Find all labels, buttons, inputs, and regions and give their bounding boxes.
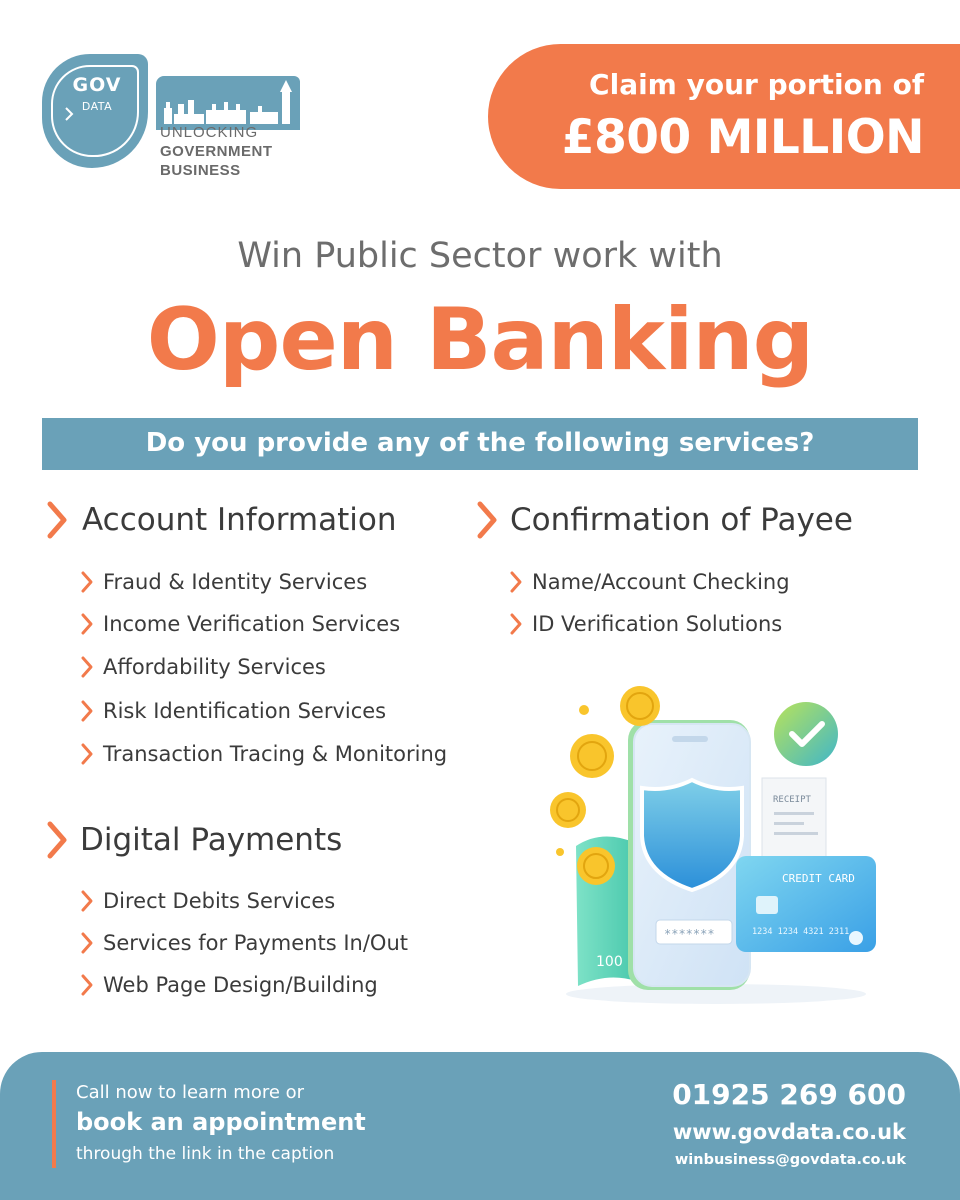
service-item: Income Verification Services: [103, 612, 401, 636]
promo-line-amount: £800 MILLION: [561, 110, 924, 165]
chevron-right-icon: [46, 500, 68, 540]
logo-tagline-unlocking: UNLOCKING: [160, 124, 259, 141]
service-item: Risk Identification Services: [103, 699, 387, 723]
promo-line-claim: Claim your portion of: [589, 68, 924, 101]
service-item: ID Verification Solutions: [532, 612, 783, 636]
section-title-account-information: Account Information: [82, 502, 397, 538]
chevron-right-icon: [509, 612, 523, 636]
question-banner: [42, 418, 918, 470]
promo-pill: [488, 44, 960, 189]
card-label-text: CREDIT CARD: [782, 872, 855, 885]
section-title-confirmation-of-payee: Confirmation of Payee: [510, 502, 853, 538]
smartphone-icon: [628, 720, 750, 990]
chevron-right-icon: [46, 820, 68, 860]
service-item: Affordability Services: [103, 655, 326, 679]
chevron-right-icon: [80, 655, 94, 679]
credit-card-icon: [736, 856, 876, 952]
footer-cta-book-appointment[interactable]: book an appointment: [76, 1108, 366, 1136]
logo-gov-text: GOV: [72, 74, 122, 96]
service-item: Name/Account Checking: [532, 570, 790, 594]
email-link[interactable]: winbusiness@govdata.co.uk: [674, 1152, 906, 1168]
checkmark-badge-icon: [774, 702, 838, 766]
service-item: Direct Debits Services: [103, 889, 336, 913]
footer-cta-line3: through the link in the caption: [76, 1144, 335, 1164]
receipt-label-text: RECEIPT: [773, 795, 811, 805]
chevron-right-icon: [80, 889, 94, 913]
chevron-right-icon: [80, 973, 94, 997]
headline-title: Open Banking: [146, 290, 814, 390]
chevron-right-icon: [80, 742, 94, 766]
open-banking-illustration: [536, 676, 896, 1006]
logo-tagline-business: BUSINESS: [160, 162, 241, 179]
card-number-text: 1234 1234 4321 2311: [752, 927, 850, 937]
chevron-right-icon: [476, 500, 498, 540]
logo-data-text: DATA: [81, 100, 113, 113]
service-item: Web Page Design/Building: [103, 973, 378, 997]
chevron-right-icon: [80, 931, 94, 955]
govdata-logo: [40, 48, 310, 188]
logo-tagline-government: GOVERNMENT: [160, 143, 273, 160]
chevron-right-icon: [80, 612, 94, 636]
section-title-digital-payments: Digital Payments: [80, 822, 343, 858]
chevron-right-icon: [80, 699, 94, 723]
footer-accent-line: [52, 1080, 56, 1168]
service-item: Transaction Tracing & Monitoring: [103, 742, 448, 766]
chevron-right-icon: [509, 570, 523, 594]
password-mask-text: *******: [664, 927, 715, 941]
footer-cta-line1: Call now to learn more or: [76, 1082, 305, 1103]
question-banner-text: Do you provide any of the following services?: [145, 428, 815, 458]
footer-bar: [0, 1052, 960, 1200]
website-link[interactable]: www.govdata.co.uk: [672, 1120, 906, 1144]
phone-number-link[interactable]: 01925 269 600: [672, 1078, 906, 1111]
service-item: Services for Payments In/Out: [103, 931, 408, 955]
banknote-value-text: 100: [596, 954, 623, 970]
westminster-skyline-icon: [154, 74, 302, 130]
service-item: Fraud & Identity Services: [103, 570, 368, 594]
headline-subtitle: Win Public Sector work with: [237, 236, 723, 276]
chevron-right-icon: [80, 570, 94, 594]
